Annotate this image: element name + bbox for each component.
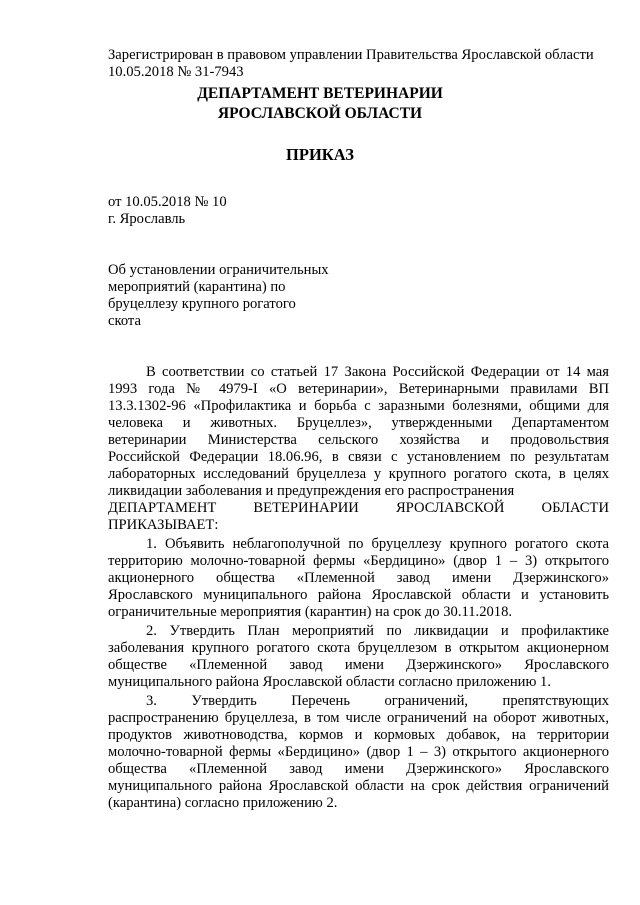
item-line: муниципального района Ярославской области согласно приложению 1. — [108, 674, 551, 690]
registration-number: 10.05.2018 № 31-7943 — [108, 64, 244, 80]
item-line: 2. Утвердить План мероприятий по ликвидации и профилактике — [146, 623, 609, 639]
department-title-line2: ЯРОСЛАВСКОЙ ОБЛАСТИ — [217, 105, 423, 122]
order-heading-orders: ПРИКАЗЫВАЕТ: — [108, 517, 219, 533]
item-line: муниципального района Ярославской области на срок действия ограничений — [108, 778, 609, 794]
item-line: ограничительные мероприятия (карантин) на срок до 30.11.2018. — [108, 604, 513, 620]
item-line: (карантина) согласно приложению 2. — [108, 795, 338, 811]
item-line: продуктов животноводства, кормов и кормовых добавок, на территории — [108, 727, 609, 743]
order-heading-department: ДЕПАРТАМЕНТ ВЕТЕРИНАРИИ ЯРОСЛАВСКОЙ ОБЛАСТИ — [108, 500, 609, 516]
registration-line: Зарегистрирован в правовом управлении Правительства Ярославской области — [108, 47, 594, 63]
item-line: молочно-товарной фермы «Бердицино» (двор 1 – 3) открытого акционерного — [108, 744, 609, 760]
subject-line: скота — [108, 313, 141, 329]
item-line: заболевания крупного рогатого скота бруцеллезом в открытом акционерном — [108, 640, 609, 656]
item-line: 3. Утвердить Перечень ограничений, препятствующих — [146, 693, 609, 709]
item-line: распространению бруцеллеза, в том числе ограничений на оборот животных, — [108, 710, 609, 726]
preamble-line: человека и животных. Бруцеллез», утвержденными Департаментом — [108, 415, 609, 431]
item-line: 1. Объявить неблагополучной по бруцеллезу крупного рогатого скота — [146, 536, 609, 552]
item-line: территорию молочно-товарной фермы «Бердицино» (двор 1 – 3) открытого — [108, 553, 609, 569]
item-line: общества «Племенной завод имени Дзержинского» Ярославского — [108, 761, 609, 777]
preamble-line: В соответствии со статьей 17 Закона Российской Федерации от 14 мая — [146, 364, 609, 380]
subject-line: бруцеллезу крупного рогатого — [108, 296, 296, 312]
item-line: обществе «Племенной завод имени Дзержинского» Ярославского — [108, 657, 609, 673]
preamble-line: лабораторных исследований бруцеллеза у крупного рогатого скота, в целях — [108, 466, 609, 482]
department-title-line1: ДЕПАРТАМЕНТ ВЕТЕРИНАРИИ — [197, 85, 443, 102]
preamble-line: ветеринарии Министерства сельского хозяйства и продовольствия — [108, 432, 609, 448]
subject-line: Об установлении ограничительных — [108, 262, 329, 278]
order-city: г. Ярославль — [108, 211, 186, 227]
document-type-title: ПРИКАЗ — [286, 145, 354, 164]
item-line: акционерного общества «Племенной завод имени Дзержинского» — [108, 570, 609, 586]
preamble-line: Российской Федерации 18.06.96, в связи с установлением по результатам — [108, 449, 609, 465]
preamble-line: 13.3.1302-96 «Профилактика и борьба с заразными болезнями, общими для — [108, 398, 609, 414]
preamble-line: 1993 года № 4979-I «О ветеринарии», Ветеринарными правилами ВП — [108, 381, 609, 397]
subject-line: мероприятий (карантина) по — [108, 279, 286, 295]
order-date-number: от 10.05.2018 № 10 — [108, 194, 227, 210]
preamble-line: ликвидации заболевания и предупреждения его распространения — [108, 483, 515, 499]
item-line: Ярославского муниципального района Ярославской области и установить — [108, 587, 609, 603]
